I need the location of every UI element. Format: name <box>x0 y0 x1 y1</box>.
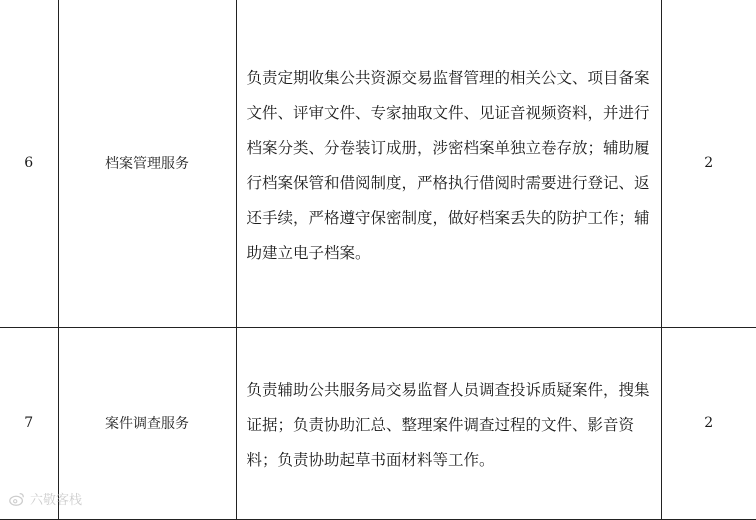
service-name: 档案管理服务 <box>58 0 236 327</box>
staff-quantity: 2 <box>661 0 756 327</box>
service-name: 案件调查服务 <box>58 327 236 519</box>
table-row <box>0 327 756 519</box>
service-description: 负责定期收集公共资源交易监督管理的相关公文、项目备案文件、评审文件、专家抽取文件、见证音视频资料，并进行档案分类、分卷装订成册，涉密档案单独立卷存放；辅助履行档案保管和借阅制度，严格执行借阅时需要进行登记、返还手续，严格遵守保密制度，做好档案丢失的防护工作；辅助建立电子档案。 <box>236 0 661 327</box>
row-number: 6 <box>0 0 58 327</box>
watermark-text: 六敬客栈 <box>30 493 83 508</box>
service-description: 负责辅助公共服务局交易监督人员调查投诉质疑案件，搜集证据；负责协助汇总、整理案件调查过程的文件、影音资料；负责协助起草书面材料等工作。 <box>236 327 661 519</box>
row-number: 7 <box>0 327 58 519</box>
staff-quantity: 2 <box>661 327 756 519</box>
watermark <box>8 489 82 508</box>
weibo-logo-icon <box>8 490 26 508</box>
